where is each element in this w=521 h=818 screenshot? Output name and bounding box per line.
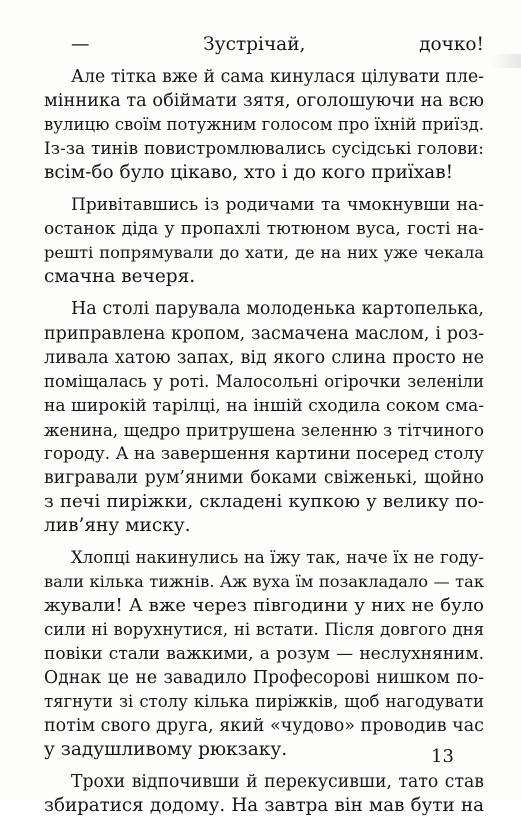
text-line: мінника та обіймати зятя, оголошуючи на всю [44, 91, 484, 112]
paragraph-2 [44, 65, 484, 185]
text-line: жували! А вже через півгодини у них не було [44, 595, 484, 617]
text-line: ливала хатою запах, від якого слина просто не [44, 347, 484, 368]
text-line: На столі парувала молоденька картопелька, [71, 299, 484, 320]
text-line: повіки стали важкими, а розум — неслухняним. [44, 644, 484, 665]
text-line: лив’яну миску. [44, 514, 191, 536]
text-line: вали кілька тижнів. Аж вуха їм позакладало — так [44, 571, 484, 591]
text-line: тягнути зі столу кілька пиріжків, щоб нагодувати [44, 692, 484, 712]
body-text [44, 33, 484, 818]
text-line: поміщалась у роті. Малосольні огірочки зеленіли [44, 371, 484, 391]
text-line: городу. А на завершення картини посеред столу [44, 443, 484, 464]
text-line: у задушливому рюкзаку. [44, 739, 288, 761]
text-line: з печі пиріжки, складені купкою у велику по- [44, 490, 484, 512]
paragraph-3 [44, 193, 484, 289]
text-line: Однак це не завадило Професорові нишком по- [44, 668, 484, 689]
text-line: Трохи відпочивши й перекусивши, тато став [71, 772, 484, 793]
text-line: останок діда у пропахлі тютюном вуса, гості на- [44, 219, 484, 240]
text-line: вигравали рум’яними боками свіженькі, щойно [44, 467, 484, 488]
text-line: приправлена кропом, засмачена маслом, і роз- [44, 323, 484, 344]
text-line: збиратися додому. На завтра він мав бути на [44, 795, 484, 817]
text-line: Із-за тинів повистромлювались сусідські голови: [44, 139, 484, 160]
text-line: сили ні ворухнутися, ні встати. Після довгого дня [44, 620, 484, 640]
paragraph-5 [44, 546, 484, 762]
page-number: 13 [431, 746, 454, 767]
text-line: женина, щедро притрушена зеленню з тітчиного [44, 419, 484, 440]
paragraph-1 [44, 33, 484, 57]
paragraph-6 [44, 770, 484, 818]
text-line: на широкій тарілці, на іншій сходила соком сма- [44, 395, 484, 416]
text-line: Але тітка вже й сама кинулася цілувати пле- [71, 67, 484, 88]
text-line: смачна вечеря. [44, 266, 196, 288]
paragraph-4 [44, 297, 484, 537]
text-line: вулицю своїм потужним голосом про їхній приїзд. [44, 115, 484, 135]
text-line: Хлопці накинулись на їжу так, наче їх не году- [71, 547, 484, 567]
text-line: решті попрямували до хати, де на них уже чекала [44, 243, 484, 263]
text-line: всім-бо було цікаво, хто і до кого приїхав! [44, 162, 454, 184]
text-line: Привітавшись із родичами та чмокнувши на- [71, 195, 484, 216]
text-line: — Зустрічай, дочко! [71, 34, 484, 55]
text-line: потім свого друга, який «чудово» проводив час [44, 716, 484, 737]
page-edge-shadow [491, 54, 521, 68]
